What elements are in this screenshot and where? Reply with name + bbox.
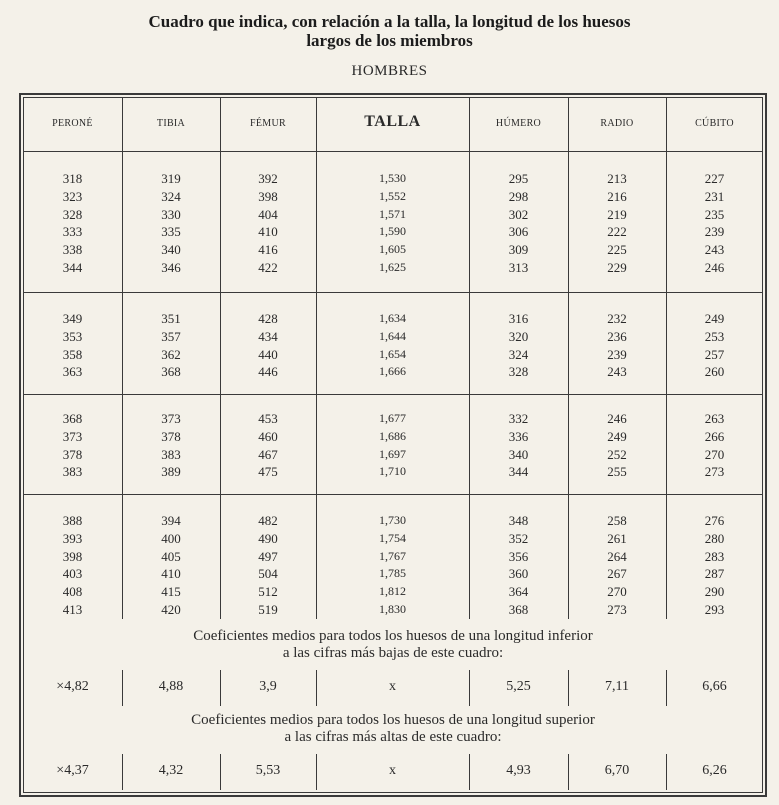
cell-radio: 239 [607, 346, 627, 362]
cell-perone: 358 [62, 346, 83, 362]
cell-talla: 1,605 [379, 242, 406, 257]
cell-tibia: 357 [161, 328, 181, 344]
cell-radio: 267 [607, 566, 627, 582]
cell-radio: 213 [607, 171, 627, 186]
cell-talla: 1,767 [379, 548, 406, 563]
coefficient-femur: 3,9 [259, 679, 277, 694]
title-line-2: largos de los miembros [306, 31, 473, 50]
cell-talla: 1,634 [379, 311, 406, 325]
cell-perone: 373 [62, 428, 83, 444]
cell-radio: 232 [607, 311, 627, 326]
cell-cubito: 231 [704, 188, 725, 204]
coefficient-radio: 6,70 [604, 763, 630, 778]
cell-talla: 1,552 [379, 188, 406, 203]
cell-femur: 428 [258, 311, 278, 326]
cell-talla: 1,686 [379, 428, 406, 443]
coefficient-cubito: 6,26 [702, 763, 727, 778]
header-radio: RADIO [600, 118, 634, 129]
cell-humero: 348 [508, 513, 529, 528]
header-perone: PERONÉ [52, 118, 93, 129]
cell-humero: 302 [508, 206, 529, 222]
cell-radio: 243 [607, 364, 627, 380]
coefficient-divider [568, 670, 569, 706]
cell-tibia: 415 [161, 584, 181, 600]
cell-perone: 368 [62, 411, 83, 426]
cell-humero: 328 [508, 364, 529, 380]
coefficient-tibia: 4,32 [158, 763, 184, 778]
cell-cubito: 273 [704, 464, 725, 480]
header-humero: HÚMERO [495, 118, 542, 129]
cell-talla: 1,710 [379, 464, 406, 479]
cell-talla: 1,590 [379, 224, 406, 239]
cell-humero: 332 [508, 411, 529, 426]
cell-femur: 519 [258, 602, 278, 617]
cell-femur: 475 [258, 464, 278, 480]
cell-perone: 393 [62, 530, 83, 546]
cell-radio: 222 [607, 224, 627, 240]
header-femur: FÉMUR [250, 118, 286, 129]
coefficient-divider [316, 670, 317, 706]
cell-talla: 1,625 [379, 260, 406, 274]
cell-cubito: 239 [704, 224, 725, 240]
cell-cubito: 276 [704, 513, 725, 528]
coefficient-divider [122, 670, 123, 706]
cell-humero: 356 [508, 548, 529, 564]
cell-humero: 306 [508, 224, 529, 240]
cell-perone: 349 [62, 311, 83, 326]
cell-tibia: 335 [161, 224, 181, 240]
coefficient-humero: 4,93 [506, 763, 531, 778]
cell-perone: 363 [62, 364, 83, 380]
cell-radio: 225 [607, 242, 627, 258]
title-line-1: Cuadro que indica, con relación a la talla, la longitud de los huesos [148, 12, 631, 31]
cell-tibia: 351 [161, 311, 181, 326]
coefficient-divider [316, 754, 317, 790]
cell-cubito: 270 [704, 446, 725, 462]
cell-femur: 440 [258, 346, 278, 362]
cell-humero: 309 [508, 242, 529, 258]
cell-talla: 1,830 [379, 602, 406, 616]
cell-tibia: 389 [161, 464, 181, 480]
cell-humero: 336 [508, 428, 529, 444]
cell-tibia: 420 [161, 602, 181, 617]
cell-tibia: 340 [161, 242, 181, 258]
coefficient-talla: x [389, 763, 396, 778]
cell-radio: 264 [607, 548, 627, 564]
inferior-note-line-2: a las cifras más bajas de este cuadro: [282, 645, 504, 661]
cell-femur: 404 [258, 206, 278, 222]
inferior-note-line-1: Coeficientes medios para todos los huesos de una longitud inferior [193, 628, 593, 644]
coefficient-divider [568, 754, 569, 790]
cell-humero: 316 [508, 311, 529, 326]
cell-talla: 1,754 [379, 530, 406, 545]
cell-femur: 467 [258, 446, 278, 462]
cell-humero: 324 [508, 346, 529, 362]
cell-cubito: 253 [704, 328, 725, 344]
table-title [0, 12, 779, 50]
cell-tibia: 410 [161, 566, 181, 582]
cell-femur: 490 [258, 530, 278, 546]
cell-radio: 270 [607, 584, 627, 600]
cell-cubito: 260 [704, 364, 725, 380]
superior-note [23, 712, 763, 746]
cell-cubito: 290 [704, 584, 725, 600]
cell-tibia: 346 [161, 260, 181, 275]
cell-humero: 368 [508, 602, 529, 617]
cell-humero: 340 [508, 446, 529, 462]
cell-perone: 333 [62, 224, 83, 240]
cell-humero: 320 [508, 328, 529, 344]
cell-perone: 413 [62, 602, 83, 617]
cell-radio: 273 [607, 602, 627, 617]
cell-radio: 246 [607, 411, 627, 426]
cell-perone: 323 [62, 188, 83, 204]
cell-radio: 219 [607, 206, 627, 222]
cell-tibia: 394 [161, 513, 181, 528]
header-cubito: CÚBITO [695, 118, 734, 129]
cell-radio: 249 [607, 428, 627, 444]
cell-humero: 298 [508, 188, 529, 204]
cell-cubito: 263 [704, 411, 725, 426]
cell-perone: 318 [62, 171, 83, 186]
cell-perone: 388 [62, 513, 83, 528]
coefficient-radio: 7,11 [605, 679, 629, 694]
cell-tibia: 319 [161, 171, 181, 186]
coefficient-divider [469, 754, 470, 790]
cell-perone: 398 [62, 548, 83, 564]
cell-perone: 408 [62, 584, 83, 600]
cell-humero: 352 [508, 530, 529, 546]
subtitle: HOMBRES [351, 63, 428, 79]
cell-femur: 497 [258, 548, 278, 564]
coefficient-talla: x [389, 679, 396, 694]
cell-perone: 383 [62, 464, 83, 480]
coefficient-tibia: 4,88 [158, 679, 184, 694]
coefficient-divider [469, 670, 470, 706]
cell-tibia: 330 [161, 206, 181, 222]
cell-tibia: 324 [161, 188, 181, 204]
cell-humero: 364 [508, 584, 529, 600]
cell-talla: 1,571 [379, 206, 406, 221]
cell-femur: 460 [258, 428, 278, 444]
cell-perone: 403 [62, 566, 83, 582]
cell-humero: 295 [508, 171, 529, 186]
cell-humero: 313 [508, 260, 529, 275]
cell-talla: 1,785 [379, 566, 406, 581]
group-divider [23, 292, 763, 293]
cell-perone: 338 [62, 242, 83, 258]
cell-femur: 398 [258, 188, 278, 204]
superior-note-line-1: Coeficientes medios para todos los huesos de una longitud superior [191, 712, 595, 728]
cell-femur: 410 [258, 224, 278, 240]
inferior-note [23, 628, 763, 662]
cell-femur: 416 [258, 242, 278, 258]
cell-cubito: 243 [704, 242, 725, 258]
coefficient-cubito: 6,66 [702, 679, 727, 694]
cell-radio: 236 [607, 328, 627, 344]
cell-tibia: 368 [161, 364, 181, 380]
group-divider [23, 394, 763, 395]
cell-perone: 378 [62, 446, 83, 462]
coefficient-perone: ×4,82 [56, 679, 89, 694]
cell-cubito: 280 [704, 530, 725, 546]
cell-talla: 1,697 [379, 446, 406, 461]
cell-tibia: 362 [161, 346, 181, 362]
cell-radio: 229 [607, 260, 627, 275]
cell-tibia: 378 [161, 428, 181, 444]
cell-talla: 1,730 [379, 513, 406, 527]
coefficient-divider [220, 670, 221, 706]
cell-humero: 344 [508, 464, 529, 480]
cell-tibia: 400 [161, 530, 181, 546]
cell-radio: 258 [607, 513, 627, 528]
cell-talla: 1,812 [379, 584, 406, 599]
coefficient-divider [666, 670, 667, 706]
cell-cubito: 235 [704, 206, 725, 222]
header-talla: TALLA [364, 113, 421, 130]
cell-talla: 1,666 [379, 364, 406, 379]
cell-radio: 261 [607, 530, 627, 546]
cell-femur: 512 [258, 584, 278, 600]
cell-femur: 422 [258, 260, 278, 275]
cell-talla: 1,654 [379, 346, 406, 361]
cell-femur: 392 [258, 171, 278, 186]
cell-femur: 446 [258, 364, 278, 380]
cell-perone: 344 [62, 260, 83, 275]
coefficient-divider [666, 754, 667, 790]
cell-perone: 353 [62, 328, 83, 344]
coefficient-humero: 5,25 [506, 679, 531, 694]
cell-cubito: 246 [704, 260, 725, 275]
coefficient-femur: 5,53 [255, 763, 281, 778]
header-divider [23, 151, 763, 152]
cell-femur: 482 [258, 513, 278, 528]
cell-tibia: 383 [161, 446, 181, 462]
cell-cubito: 227 [704, 171, 725, 186]
cell-radio: 255 [607, 464, 627, 480]
cell-cubito: 249 [704, 311, 725, 326]
cell-cubito: 257 [704, 346, 725, 362]
cell-talla: 1,530 [379, 171, 406, 185]
cell-femur: 453 [258, 411, 278, 426]
cell-tibia: 373 [161, 411, 181, 426]
group-divider [23, 494, 763, 495]
cell-radio: 252 [607, 446, 627, 462]
coefficient-divider [220, 754, 221, 790]
coefficient-divider [122, 754, 123, 790]
cell-perone: 328 [62, 206, 83, 222]
cell-talla: 1,677 [379, 411, 406, 425]
cell-tibia: 405 [161, 548, 181, 564]
cell-femur: 434 [258, 328, 278, 344]
cell-femur: 504 [258, 566, 278, 582]
cell-radio: 216 [607, 188, 627, 204]
cell-cubito: 293 [704, 602, 725, 617]
cell-humero: 360 [508, 566, 529, 582]
header-tibia: TIBIA [156, 118, 186, 129]
cell-cubito: 287 [704, 566, 725, 582]
cell-cubito: 283 [704, 548, 725, 564]
coefficient-perone: ×4,37 [56, 763, 89, 778]
cell-talla: 1,644 [379, 328, 406, 343]
cell-cubito: 266 [704, 428, 725, 444]
superior-note-line-2: a las cifras más altas de este cuadro: [284, 729, 502, 745]
